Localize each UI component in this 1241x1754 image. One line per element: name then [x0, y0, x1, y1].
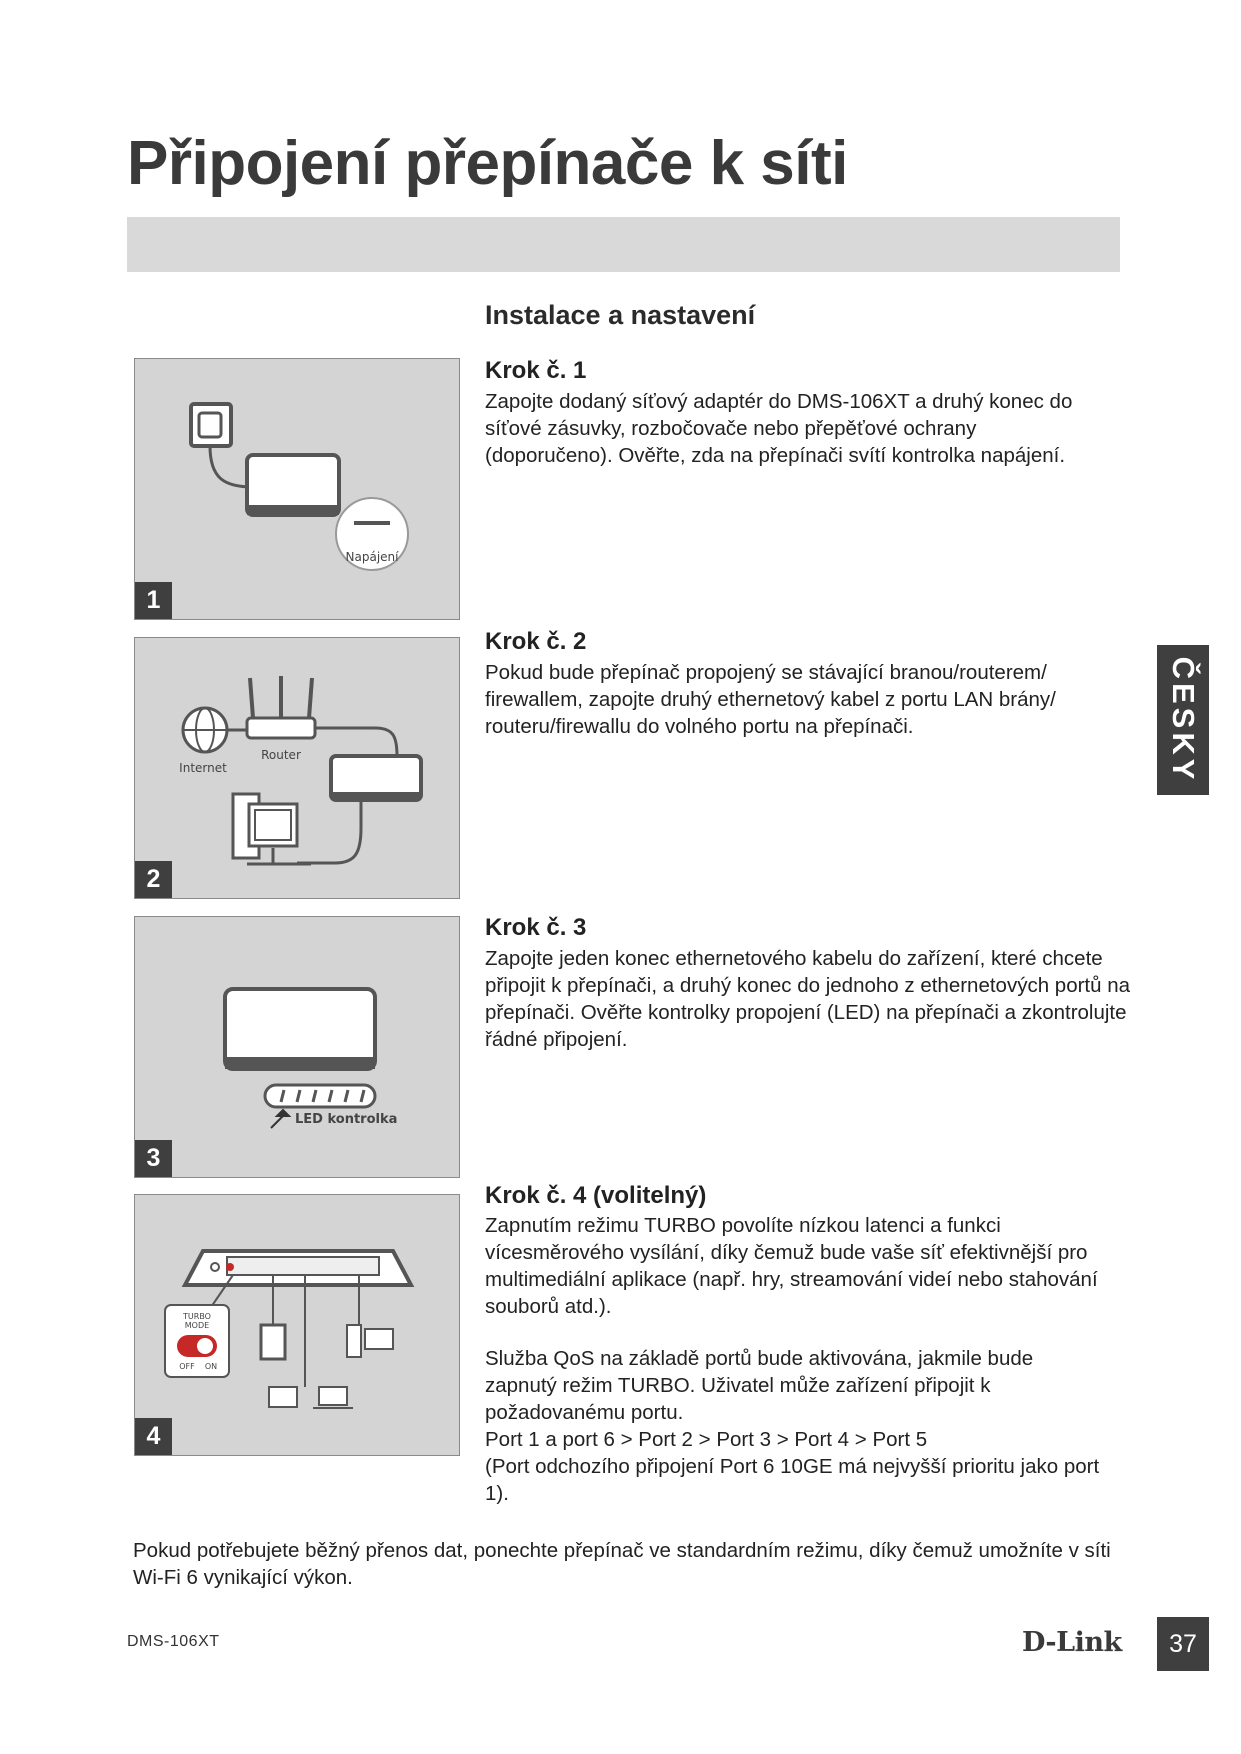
step-3-number: 3: [135, 1140, 172, 1177]
step-2-figure: [134, 637, 460, 899]
mode-label: MODE: [184, 1321, 210, 1330]
section-heading: Instalace a nastavení: [485, 300, 756, 330]
brand-logo: D-Link: [1022, 1627, 1122, 1658]
internet-label: Internet: [179, 761, 227, 775]
page-number: 37: [1157, 1617, 1209, 1671]
step-2-title: Krok č. 2: [485, 628, 587, 655]
language-tab-label: ČESKY: [1166, 656, 1201, 784]
power-label: Napájení: [345, 550, 399, 564]
laptop-icon: [319, 1387, 347, 1405]
turbo-label: TURBO: [183, 1312, 211, 1321]
tv-icon: [269, 1387, 297, 1407]
step-4-number: 4: [135, 1418, 172, 1455]
step-1-number: 1: [135, 582, 172, 619]
step-3-title: Krok č. 3: [485, 914, 587, 941]
step-4-figure: [134, 1194, 460, 1456]
router-icon: [247, 718, 315, 738]
step-1-title: Krok č. 1: [485, 357, 587, 384]
title-bar: [127, 217, 1120, 272]
language-tab: [1157, 645, 1209, 795]
step-2-number: 2: [135, 861, 172, 898]
footer-note: Pokud potřebujete běžný přenos dat, ponechte přepínač ve standardním režimu, díky čemuž umožníte v síti Wi-Fi 6 vynikající výkon.: [133, 1539, 1111, 1589]
page-title: Připojení přepínače k síti: [127, 129, 848, 198]
step-3-figure: [134, 916, 460, 1178]
wall-outlet-icon: [191, 404, 231, 446]
arrow-icon: [271, 1110, 289, 1128]
step-2-text: Pokud bude přepínač propojený se stávající branou/routerem/ firewallem, zapojte druhý ethernetový kabel z portu LAN brány/ routeru/firewallu do volného portu na přepínači.: [485, 661, 1056, 738]
router-label: Router: [261, 748, 301, 762]
nas-icon: [261, 1325, 285, 1359]
step-4-text-4: (Port odchozího připojení Port 6 10GE má nejvyšší prioritu jako port 1).: [485, 1455, 1100, 1505]
on-label: ON: [204, 1362, 218, 1371]
step-1-figure: [134, 358, 460, 620]
step-1-text: Zapojte dodaný síťový adaptér do DMS-106XT a druhý konec do síťové zásuvky, rozbočovače nebo přepěťové ochrany (doporučeno). Ověřte, zda na přepínači svítí kontrolka napájení.: [485, 390, 1073, 467]
model-label: DMS-106XT: [127, 1633, 220, 1650]
desktop-icon: [347, 1325, 361, 1357]
led-label: LED kontrolka: [295, 1112, 398, 1127]
step-4-title: Krok č. 4 (volitelný): [485, 1182, 707, 1209]
step-4-text-3: Port 1 a port 6 > Port 2 > Port 3 > Port 4 > Port 5: [485, 1428, 928, 1451]
step-4-text-2: Služba QoS na základě portů bude aktivována, jakmile bude zapnutý režim TURBO. Uživatel může zařízení připojit k požadovanému portu.: [485, 1347, 1034, 1424]
off-label: OFF: [179, 1362, 195, 1371]
step-3-text: Zapojte jeden konec ethernetového kabelu do zařízení, které chcete připojit k přepínači, a druhý konec do jednoho z ethernetových portů na přepínači. Ověřte kontrolky propojení (LED) na přepínači a zkontrolujte řádné připojení.: [485, 947, 1131, 1051]
step-4-text-1: Zapnutím režimu TURBO povolíte nízkou latenci a funkci vícesměrového vysílání, díky čemuž bude vaše síť efektivnější pro multimediální aplikace (např. hry, streamování videí nebo stahování souborů atd.).: [485, 1214, 1098, 1318]
